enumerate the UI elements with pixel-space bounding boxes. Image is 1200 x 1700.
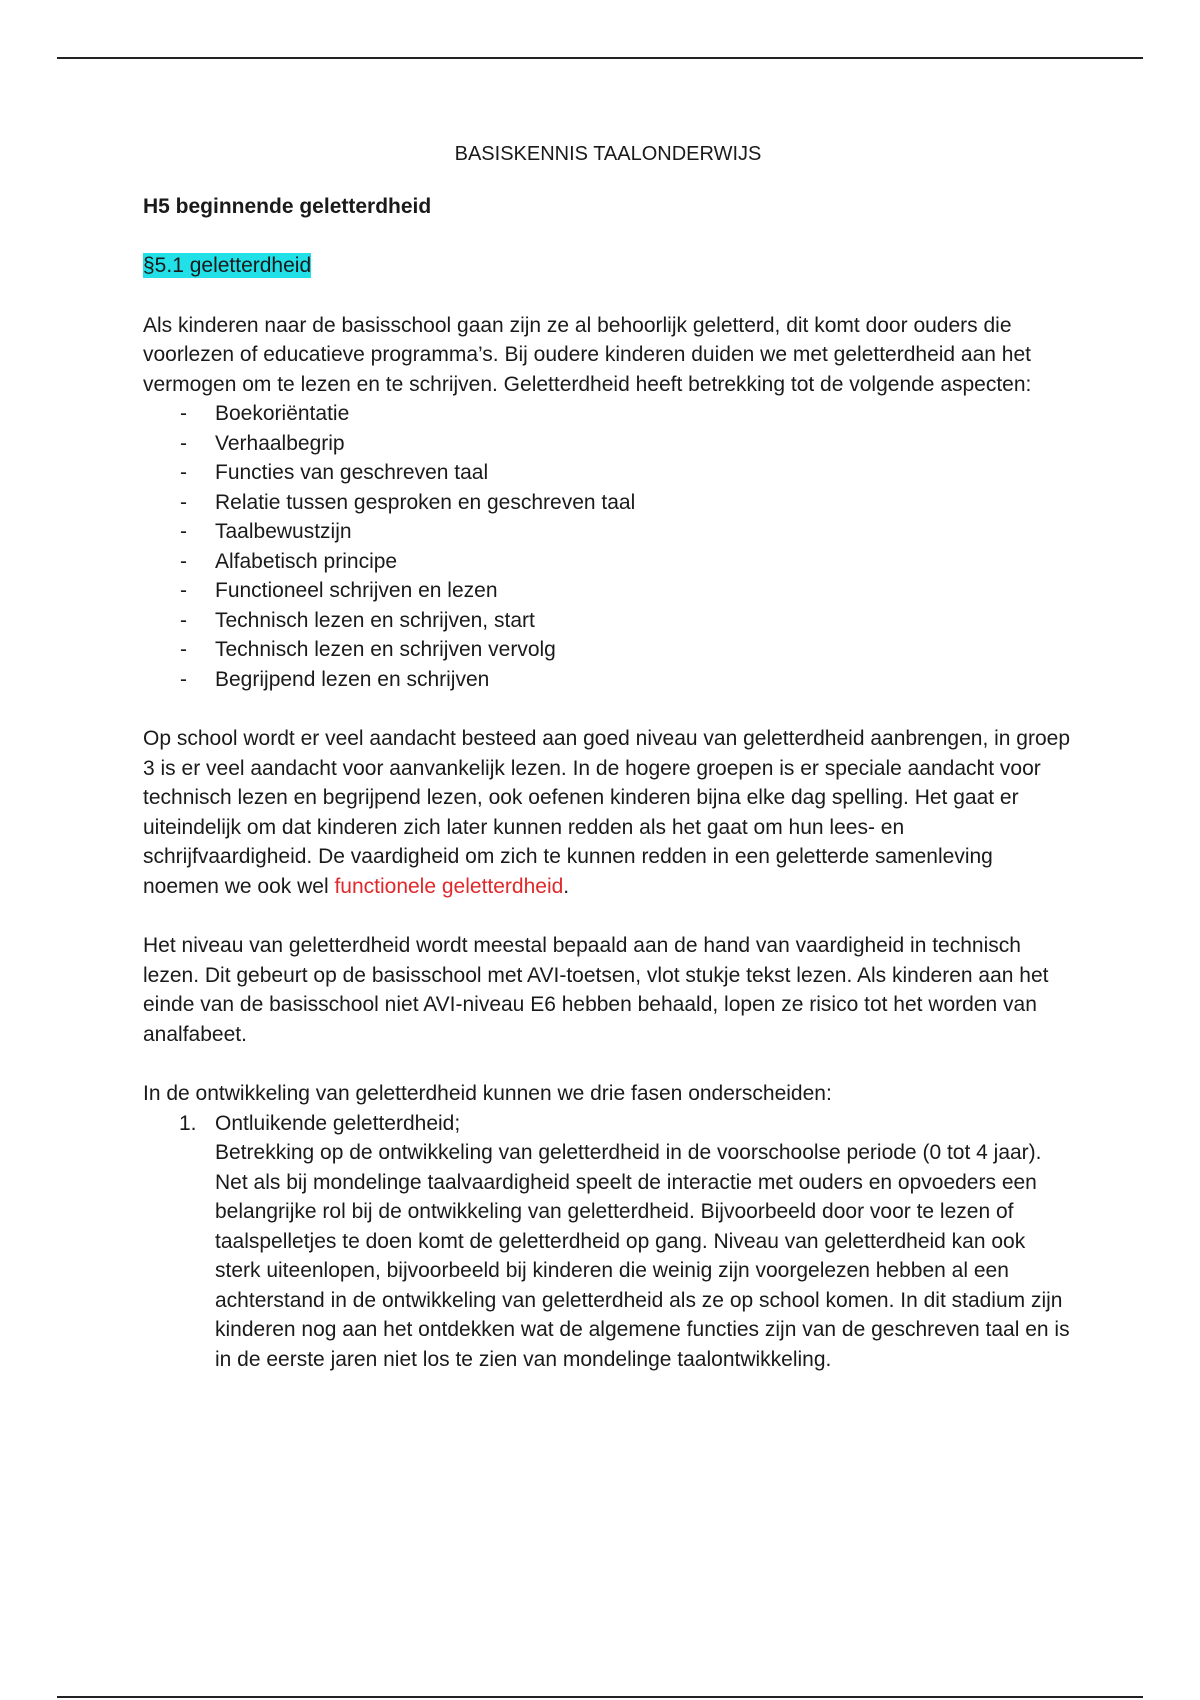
dash-bullet: - xyxy=(180,638,187,661)
phase-item xyxy=(143,1109,1073,1375)
school-literacy-paragraph xyxy=(143,724,1073,901)
list-item-text: Begrijpend lezen en schrijven xyxy=(215,667,490,691)
phase-text: Betrekking op de ontwikkeling van geletterdheid in de voorschoolse periode (0 tot 4 jaar). Net als bij mondelinge taalvaardigheid speelt de interactie met ouders en opvoeders een belangrijke rol bij de ontwikkeling van geletterdheid. Bijvoorbeeld door voor te lezen of taalspelletjes te doen komt de geletterdheid op gang. Niveau van geletterdheid kan ook sterk uiteenlopen, bijvoorbeeld bij kinderen die weinig zijn voorgelezen hebben al een achterstand in de ontwikkeling van geletterdheid als ze op school komen. In dit stadium zijn kinderen nog aan het ontdekken wat de algemene functies zijn van de geschreven taal en is in de eerste jaren niet los te zien van mondelinge taalontwikkeling. xyxy=(215,1141,1070,1371)
dash-bullet: - xyxy=(180,520,187,543)
functional-literacy-term: functionele geletterdheid xyxy=(334,874,564,898)
list-item-text: Functioneel schrijven en lezen xyxy=(215,579,498,602)
phases-list xyxy=(143,1109,1073,1375)
list-item xyxy=(143,635,1073,665)
dash-bullet: - xyxy=(180,608,187,632)
list-item-text: Functies van geschreven taal xyxy=(215,461,489,484)
document-page xyxy=(143,140,1073,1374)
list-item-text: Technisch lezen en schrijven vervolg xyxy=(215,638,556,661)
footer-rule xyxy=(57,1696,1143,1698)
document-title: BASISKENNIS TAALONDERWIJS xyxy=(454,143,762,165)
literacy-level-paragraph: Het niveau van geletterdheid wordt meestal bepaald aan de hand van vaardigheid in technisch lezen. Dit gebeurt op de basisschool met AVI-toetsen, vlot stukje tekst lezen. Als kinderen aan het einde van de basisschool niet AVI-niveau E6 hebben behaald, lopen ze risico tot het worden van analfabeet. xyxy=(143,934,1049,1046)
dash-bullet: - xyxy=(180,461,187,484)
dash-bullet: - xyxy=(180,490,187,514)
dash-bullet: - xyxy=(180,402,187,425)
list-item xyxy=(143,458,1073,488)
list-item-text: Taalbewustzijn xyxy=(215,520,352,543)
paragraph-text: Op school wordt er veel aandacht besteed aan goed niveau van geletterdheid aanbrengen, in groep 3 is er veel aandacht voor aanvankelijk lezen. In de hogere groepen is er speciale aandacht voor technisch lezen en begrijpend lezen, ook oefenen kinderen bijna elke dag spelling. Het gaat er uiteindelijk om dat kinderen zich later kunnen redden als het gaat om hun lees- en schrijfvaardigheid. De vaardigheid om zich te kunnen redden in een geletterde samenleving noemen we ook wel xyxy=(143,727,1071,898)
list-item xyxy=(143,517,1073,547)
list-item xyxy=(143,488,1073,518)
list-item xyxy=(143,665,1073,695)
phases-intro-paragraph: In de ontwikkeling van geletterdheid kunnen we drie fasen onderscheiden: xyxy=(143,1082,832,1105)
chapter-heading: H5 beginnende geletterdheid xyxy=(143,194,432,218)
header-rule xyxy=(57,57,1143,59)
dash-bullet: - xyxy=(180,667,187,691)
phase-number: 1. xyxy=(179,1111,197,1135)
dash-bullet: - xyxy=(180,431,187,455)
list-item-text: Technisch lezen en schrijven, start xyxy=(215,608,535,632)
list-item-text: Boekoriëntatie xyxy=(215,402,350,425)
dash-bullet: - xyxy=(180,549,187,573)
list-item xyxy=(143,429,1073,459)
section-heading-highlight: §5.1 geletterdheid xyxy=(143,254,312,277)
list-item xyxy=(143,606,1073,636)
list-item-text: Verhaalbegrip xyxy=(215,431,345,455)
list-item xyxy=(143,547,1073,577)
section-heading xyxy=(143,251,1073,281)
list-item-text: Relatie tussen gesproken en geschreven taal xyxy=(215,490,636,514)
list-item xyxy=(143,399,1073,429)
intro-paragraph: Als kinderen naar de basisschool gaan zijn ze al behoorlijk geletterd, dit komt door ouders die voorlezen of educatieve programma’s. Bij oudere kinderen duiden we met geletterdheid aan het vermogen om te lezen en te schrijven. Geletterdheid heeft betrekking tot de volgende aspecten: xyxy=(143,313,1032,396)
list-item-text: Alfabetisch principe xyxy=(215,549,398,573)
phase-title: Ontluikende geletterdheid; xyxy=(215,1111,461,1135)
aspects-list xyxy=(143,399,1073,694)
list-item xyxy=(143,576,1073,606)
dash-bullet: - xyxy=(180,579,187,602)
paragraph-end: . xyxy=(563,874,570,898)
